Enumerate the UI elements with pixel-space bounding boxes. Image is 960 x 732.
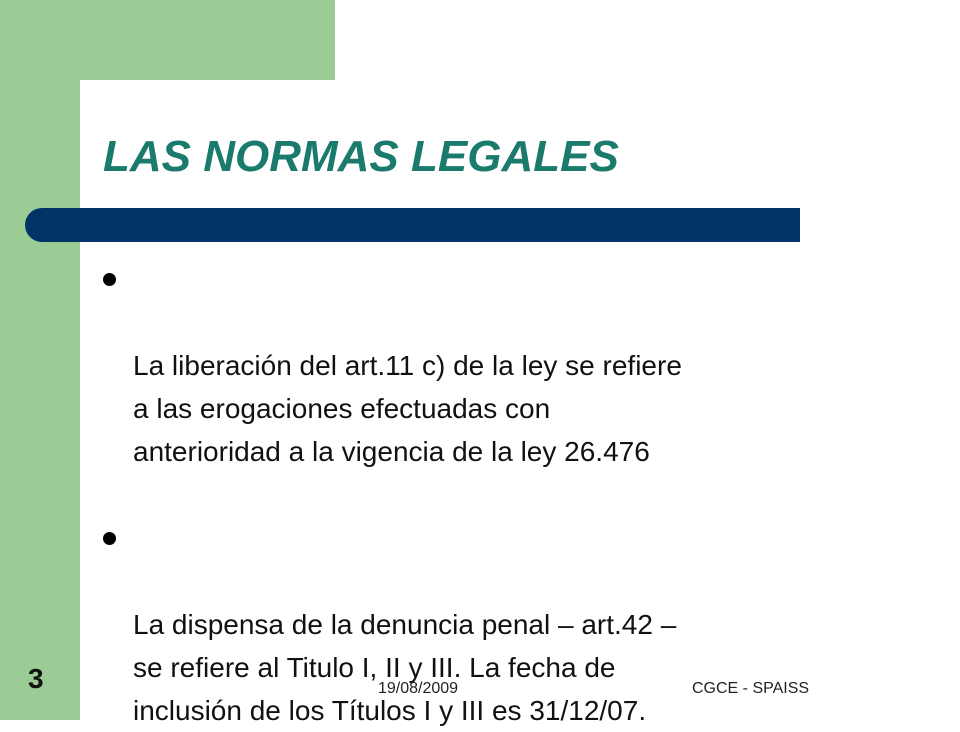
footer-organization: CGCE - SPAISS — [692, 680, 810, 697]
title-underline-bar — [25, 208, 800, 242]
bullet-text-1: La liberación del art.11 c) de la ley se refiere a las erogaciones efectuadas con anterioridad a la vigencia de la ley 26.476 — [133, 350, 682, 467]
bullet-item-1 — [100, 258, 880, 473]
bullet-text-2: La dispensa de la denuncia penal – art.42 – se refiere al Titulo I, II y III. La fecha de inclusión de los Títulos I y III es 31/12/07. — [133, 609, 677, 726]
slide-number: 3 — [28, 663, 44, 694]
bullet-dot-icon — [103, 532, 116, 545]
green-side-band — [0, 0, 80, 720]
bullet-dot-icon — [103, 273, 116, 286]
bullet-list — [100, 258, 880, 732]
slide-title: LAS NORMAS LEGALES — [103, 132, 619, 181]
green-top-band — [0, 0, 335, 80]
bullet-item-2 — [100, 517, 880, 732]
footer-date: 19/08/2009 — [378, 680, 459, 697]
